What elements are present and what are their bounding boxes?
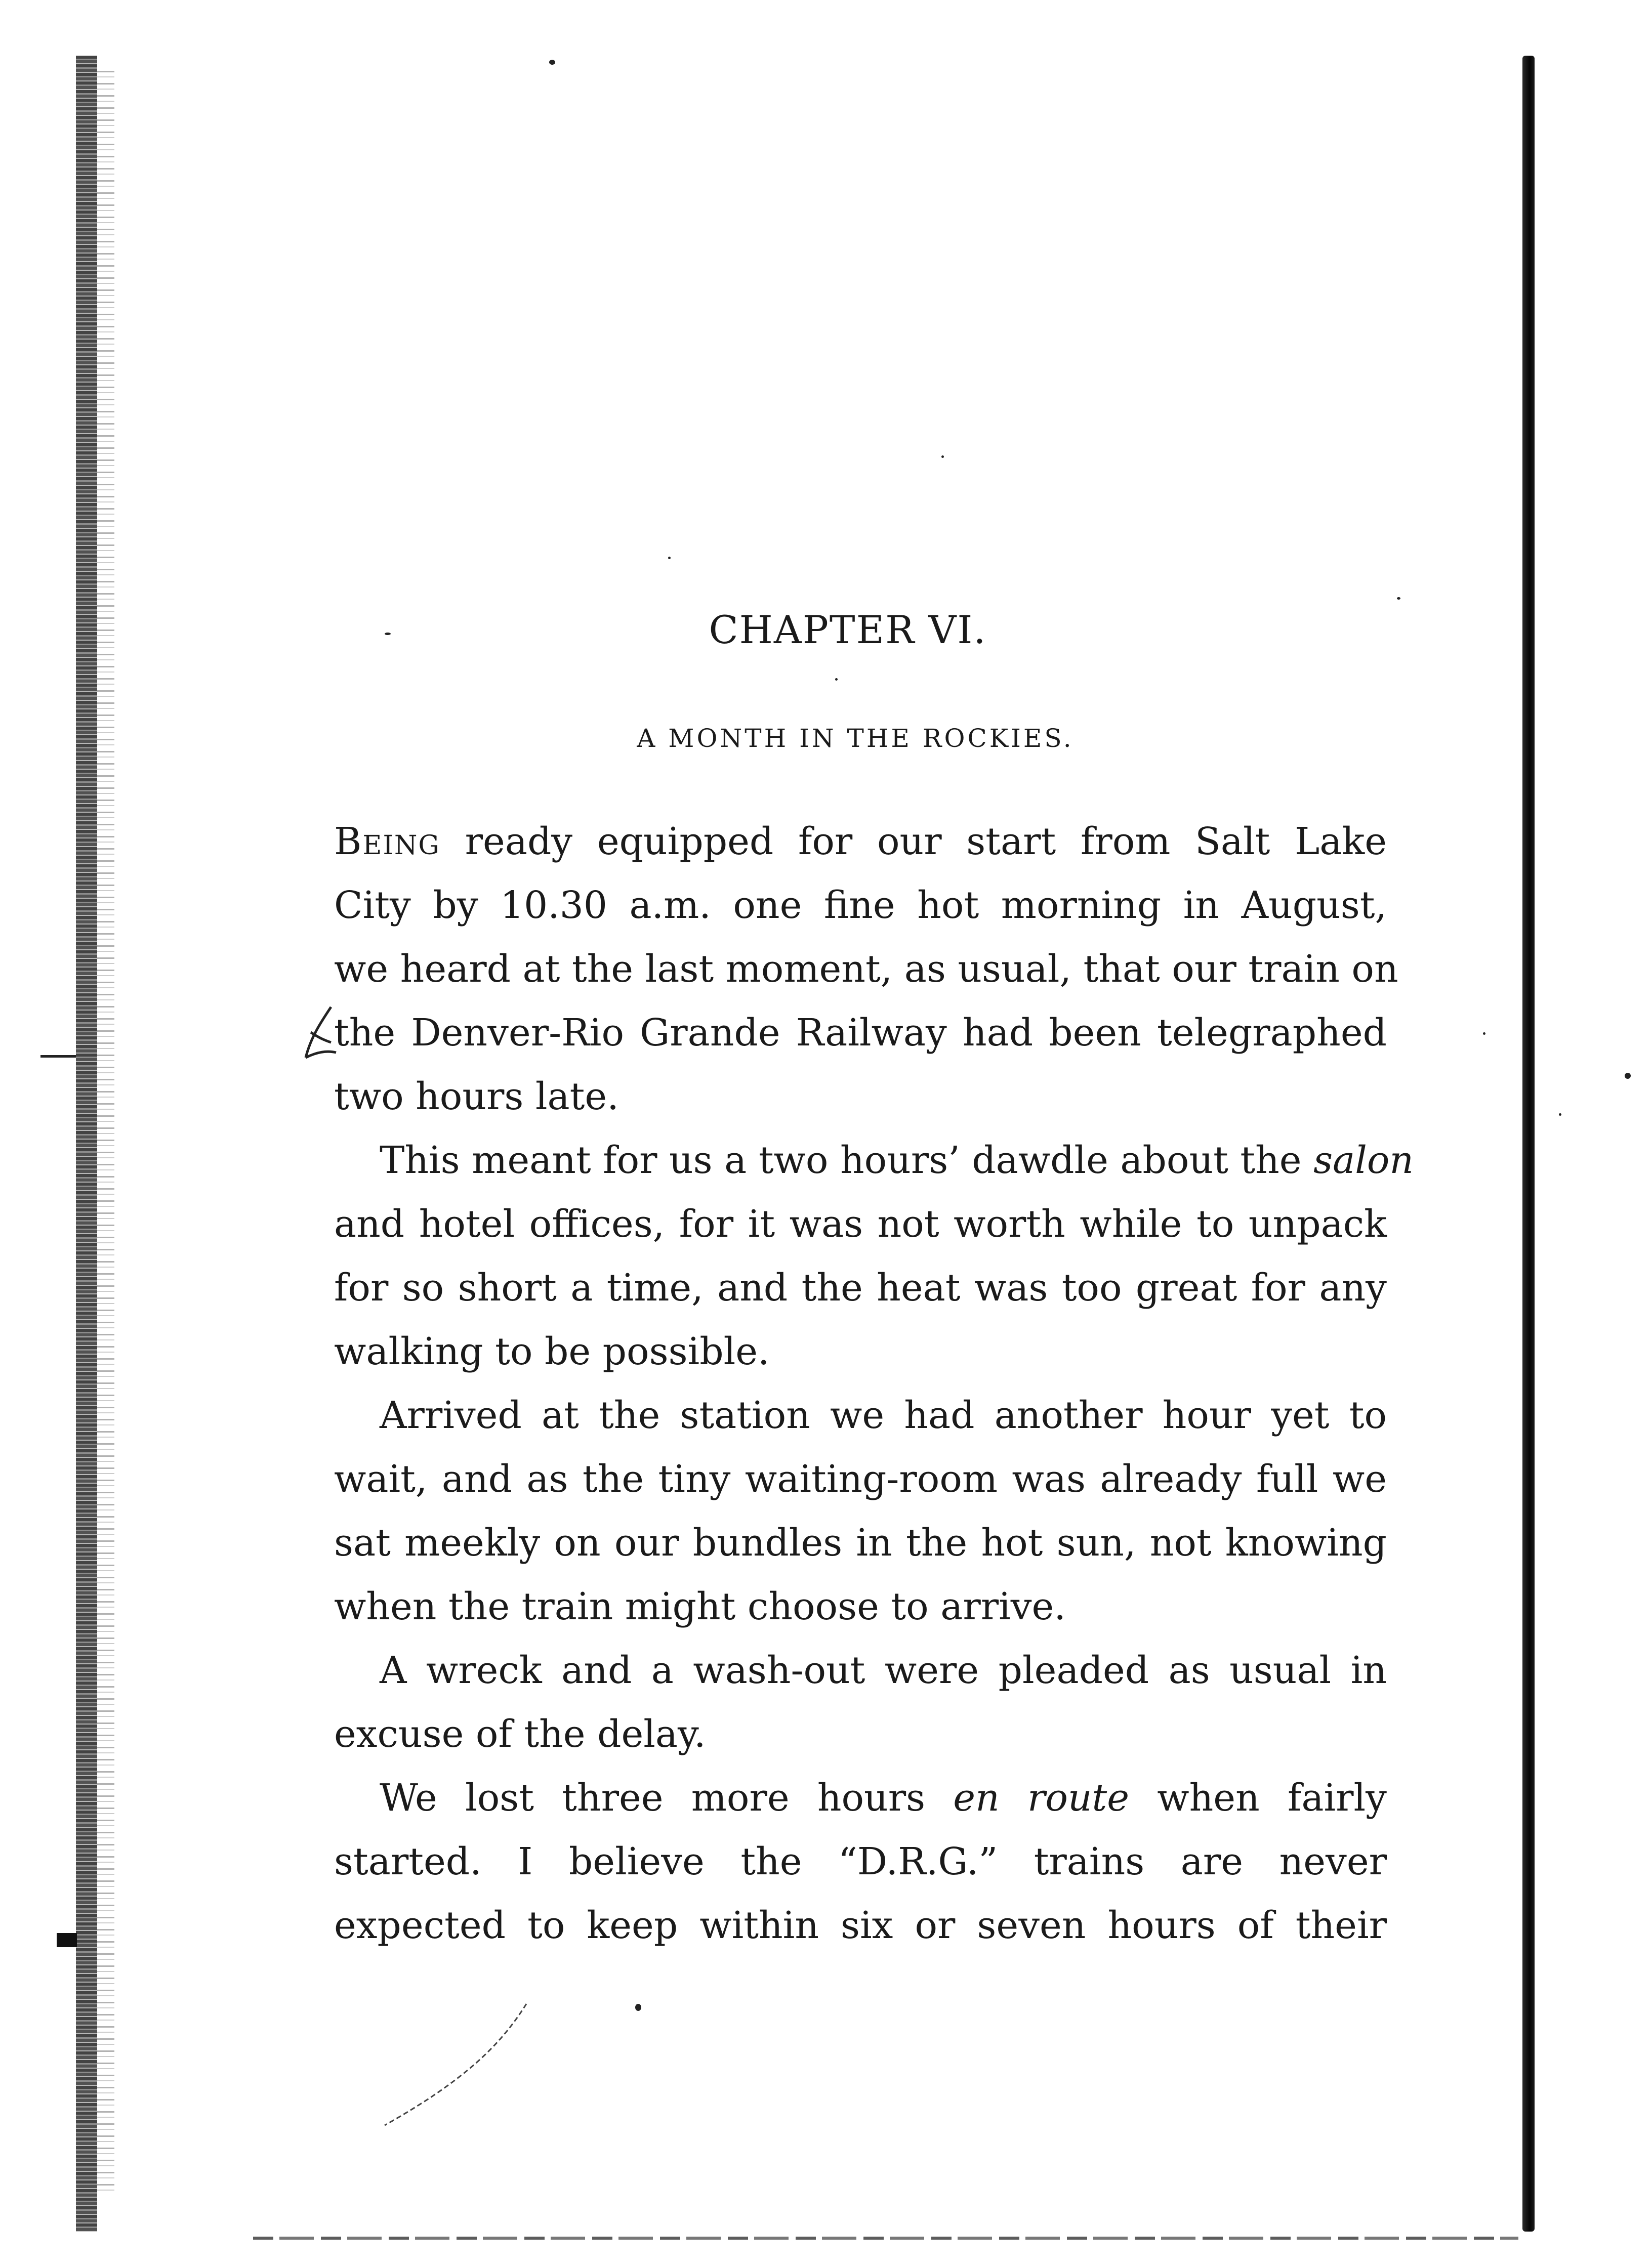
text-line: Arrived at the station we had another hour yet to — [380, 1394, 1387, 1437]
text-line: for so short a time, and the heat was too great for any — [334, 1266, 1387, 1310]
margin-tick — [40, 1055, 76, 1058]
line-text: ready equipped for our start from Salt Lake — [465, 820, 1387, 863]
text-line — [334, 1128, 1414, 1192]
bottom-edge — [253, 2237, 1518, 2240]
lead-word: Being — [334, 820, 440, 863]
chapter-subtitle: A MONTH IN THE ROCKIES. — [637, 724, 1074, 753]
italic-word: salon — [1313, 1139, 1414, 1182]
text-line: expected to keep within six or seven hours of their — [334, 1904, 1387, 1947]
speck — [1625, 1073, 1631, 1079]
text-line — [334, 1766, 1387, 1830]
chapter-title: CHAPTER VI. — [709, 607, 987, 652]
text-line: and hotel offices, for it was not worth while to unpack — [334, 1202, 1387, 1246]
italic-phrase: en route — [953, 1776, 1130, 1820]
text-line: two hours late. — [334, 1075, 619, 1118]
speck — [635, 2004, 641, 2011]
text-line: we heard at the last moment, as usual, that our train on — [334, 947, 1398, 991]
text-line — [334, 810, 1387, 873]
text-line: the Denver-Rio Grande Railway had been telegraphed — [334, 1011, 1387, 1055]
speck — [1559, 1113, 1561, 1116]
speck — [385, 633, 391, 635]
speck — [835, 678, 838, 681]
text-line: started. I believe the “D.R.G.” trains are never — [334, 1840, 1387, 1883]
paragraph — [334, 1639, 1387, 1766]
line-text: This meant for us a two hours’ dawdle about the — [380, 1139, 1302, 1182]
text-line: excuse of the delay. — [334, 1712, 706, 1756]
speck — [549, 60, 555, 65]
speck — [1397, 597, 1400, 600]
speck — [1483, 1032, 1485, 1035]
line-text: when fairly — [1157, 1776, 1387, 1820]
binding-speckle — [97, 71, 114, 2196]
line-text: We lost three more hours — [380, 1776, 926, 1820]
text-line: when the train might choose to arrive. — [334, 1585, 1066, 1628]
pencil-stroke — [375, 1999, 536, 2130]
text-line: wait, and as the tiny waiting-room was already full we — [334, 1457, 1387, 1501]
text-line: A wreck and a wash-out were pleaded as usual in — [380, 1649, 1387, 1692]
speck — [941, 455, 944, 458]
text-line: City by 10.30 a.m. one fine hot morning in August, — [334, 884, 1387, 927]
text-line: sat meekly on our bundles in the hot sun, not knowing — [334, 1521, 1387, 1565]
margin-mark — [57, 1933, 77, 1947]
binding-edge — [76, 56, 97, 2232]
paragraph — [334, 810, 1398, 1128]
paragraph — [334, 1128, 1414, 1383]
body-text — [334, 810, 1414, 1957]
paragraph — [334, 1766, 1387, 1957]
paragraph — [334, 1383, 1387, 1639]
speck — [668, 557, 671, 559]
page-edge-shadow — [1522, 56, 1535, 2232]
text-line: walking to be possible. — [334, 1330, 770, 1373]
